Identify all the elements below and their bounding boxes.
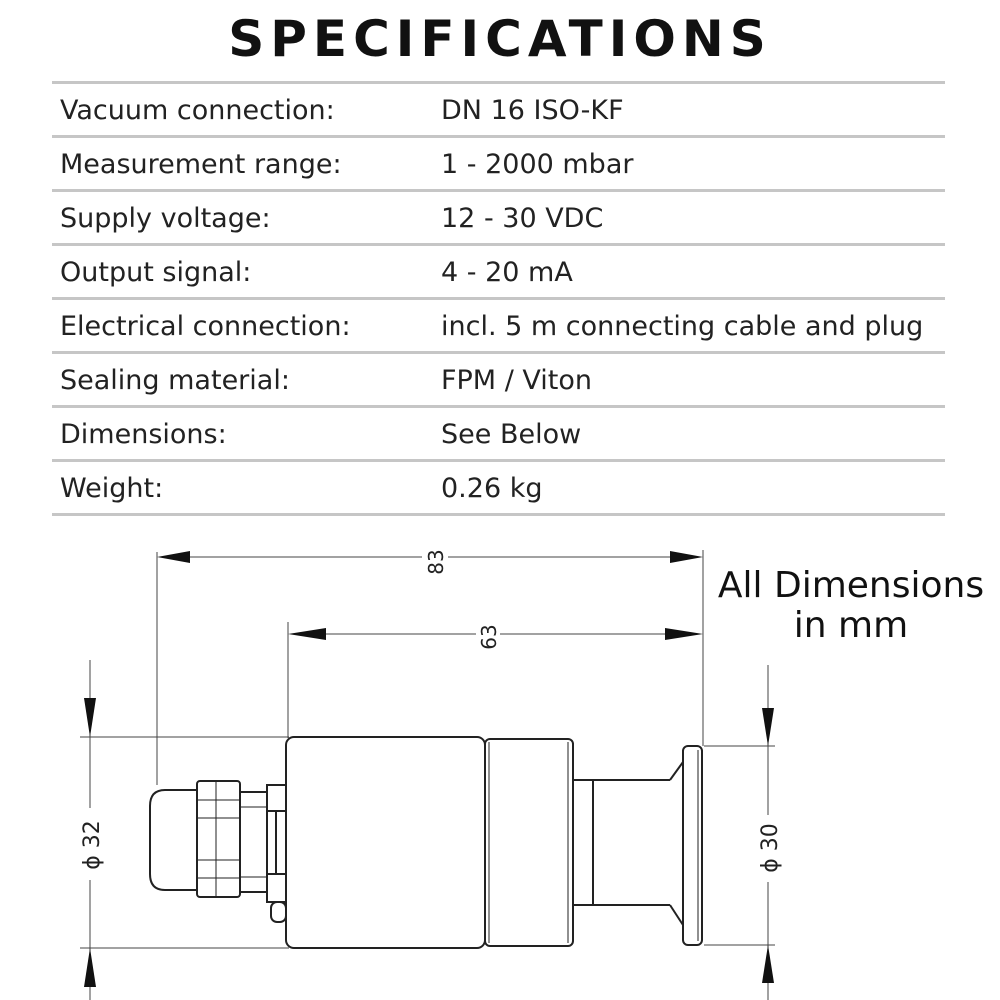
dimension-label-63: 63 (477, 624, 501, 650)
spec-value: incl. 5 m connecting cable and plug (441, 311, 924, 342)
note-line-2: in mm (793, 605, 909, 646)
spec-value: 4 - 20 mA (441, 257, 573, 288)
spec-row (52, 405, 945, 459)
spec-row (52, 243, 945, 297)
dimension-label-diameter-30: ϕ 30 (758, 823, 783, 873)
spec-label: Vacuum connection: (60, 95, 335, 126)
spec-label: Dimensions: (60, 419, 227, 450)
dimensions-note (712, 566, 990, 646)
spec-label: Electrical connection: (60, 311, 351, 342)
spec-value: DN 16 ISO-KF (441, 95, 624, 126)
spec-value: 0.26 kg (441, 473, 543, 504)
sensor-outline (150, 737, 702, 948)
specifications-table (52, 81, 945, 516)
spec-label: Measurement range: (60, 149, 342, 180)
spec-label: Supply voltage: (60, 203, 271, 234)
note-line-1: All Dimensions (717, 565, 985, 606)
spec-value: FPM / Viton (441, 365, 592, 396)
spec-row (52, 297, 945, 351)
spec-label: Output signal: (60, 257, 252, 288)
dimension-label-diameter-32: ϕ 32 (80, 820, 105, 870)
spec-row (52, 189, 945, 243)
spec-value: 1 - 2000 mbar (441, 149, 634, 180)
spec-label: Sealing material: (60, 365, 290, 396)
spec-row (52, 351, 945, 405)
page-title: SPECIFICATIONS (228, 10, 772, 68)
spec-value: See Below (441, 419, 582, 450)
spec-row (52, 81, 945, 135)
extension-lines (80, 550, 775, 948)
spec-row (52, 135, 945, 189)
spec-row (52, 459, 945, 516)
dimension-label-83: 83 (424, 549, 448, 575)
spec-label: Weight: (60, 473, 164, 504)
spec-value: 12 - 30 VDC (441, 203, 604, 234)
